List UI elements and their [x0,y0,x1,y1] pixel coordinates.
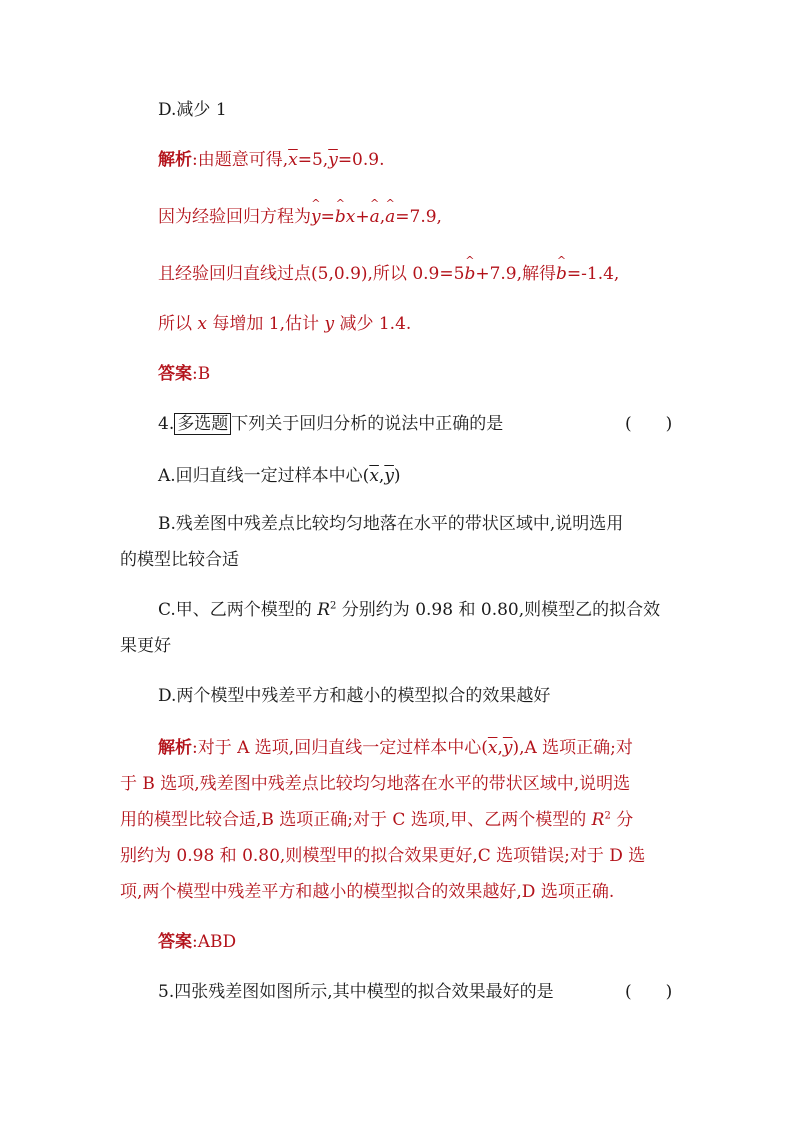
q4-option-b-line-2: 的模型比较合适 [120,550,239,570]
x-bar: $\overline{x}$ [288,150,298,170]
q4-analysis-line-5: 项,两个模型中残差平方和越小的模型拟合的效果越好,D 选项正确. [120,882,615,902]
answer-label: 答案 [158,364,192,384]
q3-option-d: D.减少 1 [158,100,227,120]
answer-label: 答案 [158,932,192,952]
b-hat: ^ b [556,262,567,286]
b-hat: ^ b [464,262,475,286]
y-hat: ^ y [311,205,321,229]
a-hat: ^ a [385,205,395,229]
q4-analysis-line-3: 用的模型比较合适,B 选项正确;对于 C 选项,甲、乙两个模型的 $R^2$ 分 [120,810,634,830]
analysis-label: 解析 [158,738,192,758]
q5-stem: 5.四张残差图如图所示,其中模型的拟合效果最好的是 [158,982,554,1002]
answer-paren: ( ) [625,982,673,1002]
q3-analysis-line-4: 所以 x 每增加 1,估计 y 减少 1.4. [158,314,412,334]
q3-analysis-line-2: 因为经验回归方程为^ y=^ bx+^ a,^ a=7.9, [158,205,442,229]
q4-analysis-line-2: 于 B 选项,残差图中残差点比较均匀地落在水平的带状区域中,说明选 [120,774,631,794]
q4-option-c-line-1: C.甲、乙两个模型的 $R^2$ 分别约为 0.98 和 0.80,则模型乙的拟合效 [158,600,661,620]
a-hat: ^ a [370,205,380,229]
q3-answer: 答案:B [158,364,211,384]
y-bar: $\overline{y}$ [328,150,338,170]
q4-answer: 答案:ABD [158,932,237,952]
analysis-label: 解析 [158,150,192,170]
q4-analysis-line-4: 别约为 0.98 和 0.80,则模型甲的拟合效果更好,C 选项错误;对于 D 选 [120,846,646,866]
q3-analysis-line-1: 解析:由题意可得$,\overline{x}=5,\overline{y}=0.9$. [158,150,385,170]
q4-option-d: D.两个模型中残差平方和越小的模型拟合的效果越好 [158,686,551,706]
q4-analysis-line-1: 解析:对于 A 选项,回归直线一定过样本中心$(\overline{x},\overline{y}),A$ 选项正确;对 [158,738,633,758]
q4-stem: 4. 多选题 下列关于回归分析的说法中正确的是 [158,414,504,434]
answer-paren: ( ) [625,414,673,434]
q4-option-b-line-1: B.残差图中残差点比较均匀地落在水平的带状区域中,说明选用 [158,514,624,534]
multi-select-tag: 多选题 [174,413,231,435]
q4-option-a: A.回归直线一定过样本中心$(\overline{x},\overline{y})$ [158,466,401,486]
b-hat: ^ b [335,205,346,229]
q3-analysis-line-3: 且经验回归直线过点(5,0.9),所以 0.9=5^ b+7.9,解得^ b=-1.4, [158,262,619,286]
q4-option-c-line-2: 果更好 [120,636,171,656]
